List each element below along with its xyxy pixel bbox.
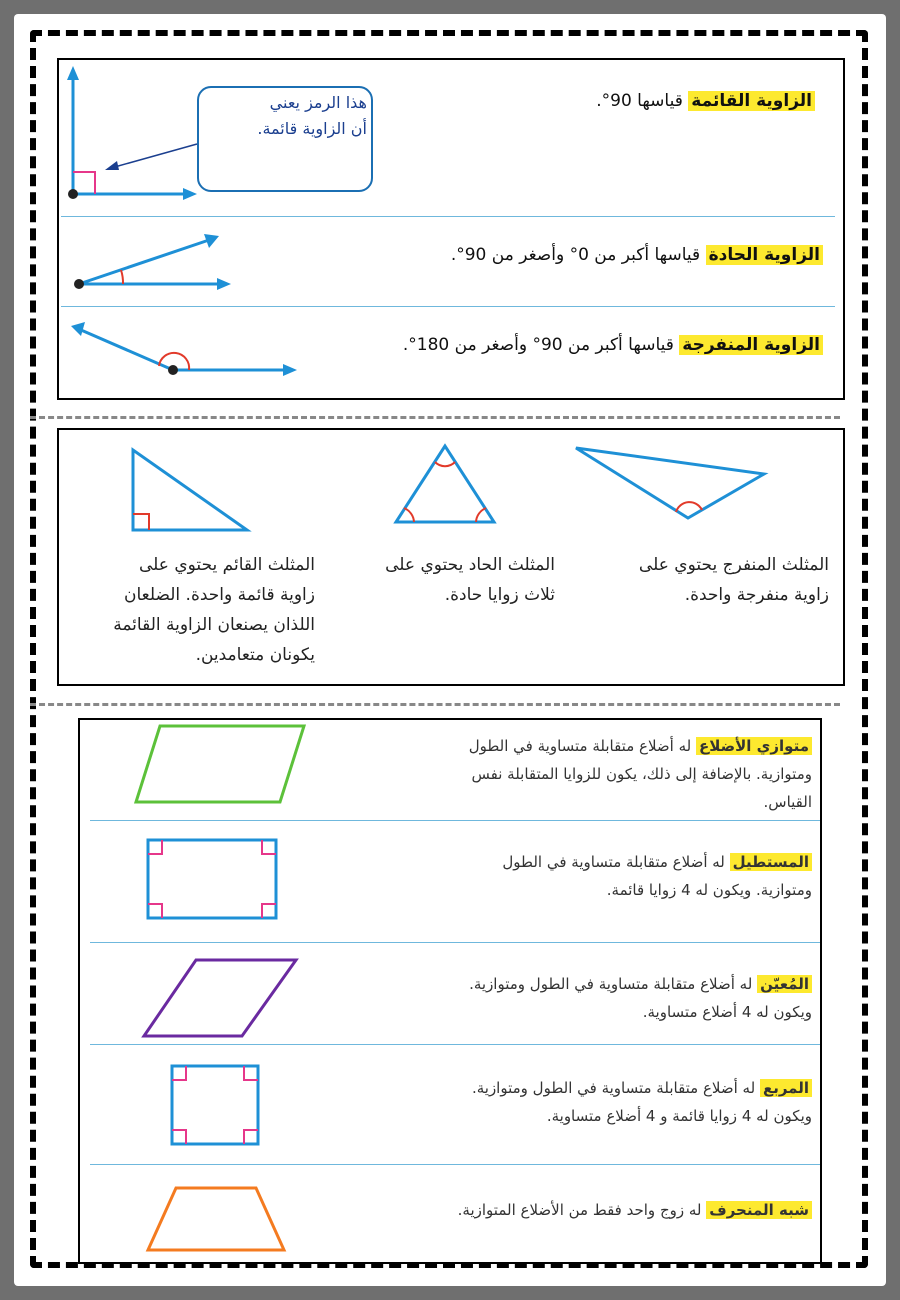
parallelogram-line: له أضلاع متقابلة متساوية في الطول (468, 737, 692, 755)
rhombus-term: المُعيّن (757, 975, 812, 993)
acute-triangle-line: المثلث الحاد يحتوي على (385, 555, 555, 575)
parallelogram-line: القياس. (763, 793, 812, 811)
rhombus-figure (130, 950, 310, 1044)
right-triangle-text (69, 550, 315, 670)
right-triangle-line: المثلث القائم يحتوي على (139, 555, 315, 575)
right-angle-term: الزاوية القائمة (688, 91, 815, 111)
row-divider (90, 1044, 820, 1045)
rhombus-text (342, 970, 812, 1026)
right-triangle-line: اللذان يصنعان الزاوية القائمة (113, 615, 315, 635)
right-triangle-figure (119, 442, 259, 538)
rectangle-term: المستطيل (730, 853, 812, 871)
trapezoid-text (342, 1196, 812, 1224)
obtuse-triangle-text (579, 550, 829, 610)
rectangle-figure (140, 830, 290, 926)
rectangle-text (352, 848, 812, 904)
square-line: ويكون له 4 زوايا قائمة و 4 أضلاع متساوية. (546, 1107, 812, 1125)
section-separator (30, 416, 840, 419)
rectangle-line: له أضلاع متقابلة متساوية في الطول (502, 853, 725, 871)
square-line: له أضلاع متقابلة متساوية في الطول ومتوازية. (471, 1079, 756, 1097)
obtuse-angle-desc: قياسها أكبر من 90° وأصغر من 180°. (402, 335, 674, 355)
callout-text (207, 90, 367, 142)
obtuse-triangle-line: زاوية منفرجة واحدة. (684, 585, 829, 605)
parallelogram-term: متوازي الأضلاع (696, 737, 812, 755)
acute-triangle-figure (384, 440, 504, 534)
parallelogram-figure (120, 720, 320, 810)
quadrilaterals-box (78, 718, 822, 1264)
right-angle-desc: قياسها 90°. (596, 91, 683, 111)
obtuse-triangle-line: المثلث المنفرج يحتوي على (638, 555, 829, 575)
trapezoid-line: له زوج واحد فقط من الأضلاع المتوازية. (457, 1201, 702, 1219)
row-divider (90, 820, 820, 821)
rectangle-line: ومتوازية. ويكون له 4 زوايا قائمة. (606, 881, 812, 899)
callout-line-1: هذا الرمز يعني (269, 93, 367, 112)
parallelogram-line: ومتوازية. بالإضافة إلى ذلك، يكون للزوايا المتقابلة نفس (471, 765, 812, 783)
callout-line-2: أن الزاوية قائمة. (257, 119, 367, 138)
rhombus-line: له أضلاع متقابلة متساوية في الطول ومتوازية. (469, 975, 753, 993)
obtuse-angle-term: الزاوية المنفرجة (679, 335, 823, 355)
acute-angle-figure (59, 218, 299, 304)
acute-angle-term: الزاوية الحادة (706, 245, 823, 265)
right-triangle-line: يكونان متعامدين. (195, 645, 315, 665)
acute-triangle-text (335, 550, 555, 610)
square-term: المربع (760, 1079, 812, 1097)
acute-triangle-line: ثلاث زوايا حادة. (444, 585, 555, 605)
parallelogram-text (352, 732, 812, 816)
row-divider (90, 942, 820, 943)
row-divider (61, 306, 835, 307)
angles-box (57, 58, 845, 400)
triangles-box (57, 428, 845, 686)
row-divider (61, 216, 835, 217)
trapezoid-figure (140, 1178, 300, 1258)
obtuse-angle-text (343, 330, 823, 361)
acute-angle-text (353, 240, 823, 271)
square-text (342, 1074, 812, 1130)
trapezoid-term: شبه المنحرف (706, 1201, 812, 1219)
square-figure (160, 1056, 270, 1152)
obtuse-angle-figure (59, 308, 309, 394)
rhombus-line: ويكون له 4 أضلاع متساوية. (642, 1003, 812, 1021)
right-angle-text (395, 86, 815, 117)
section-separator (30, 703, 840, 706)
row-divider (90, 1164, 820, 1165)
acute-angle-desc: قياسها أكبر من 0° وأصغر من 90°. (450, 245, 701, 265)
right-triangle-line: زاوية قائمة واحدة. الضلعان (124, 585, 315, 605)
obtuse-triangle-figure (564, 440, 784, 526)
